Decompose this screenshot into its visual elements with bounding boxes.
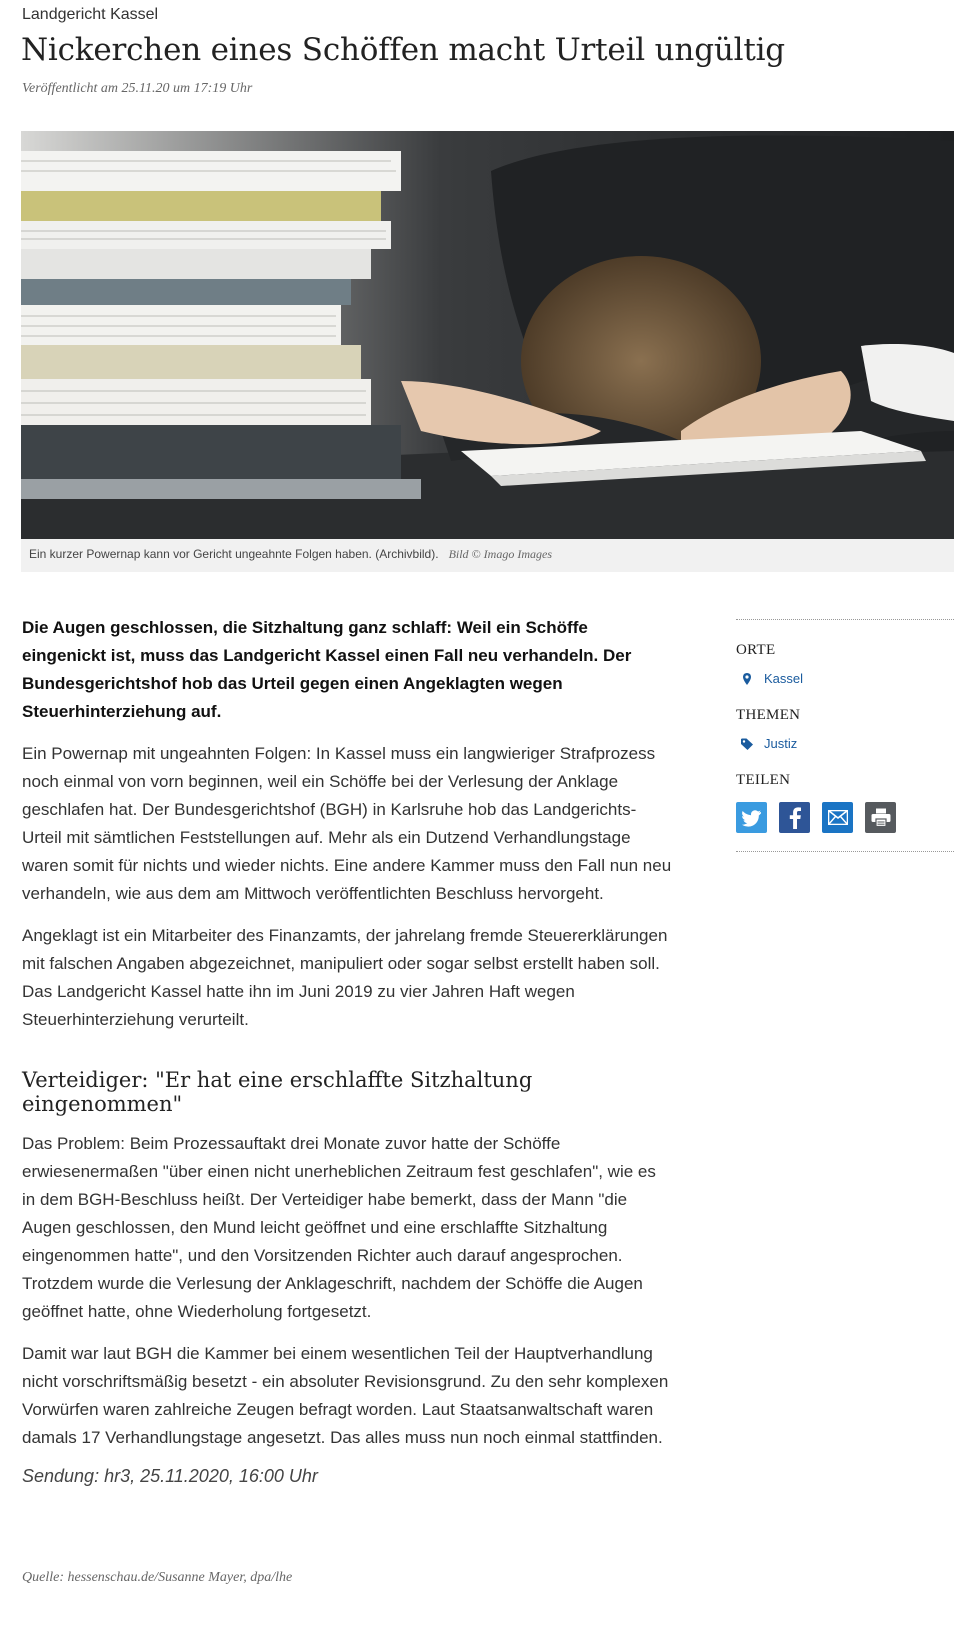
topic-link-justiz[interactable] bbox=[736, 736, 954, 751]
article-paragraph: Damit war laut BGH die Kammer bei einem wesentlichen Teil der Hauptverhandlung nicht vorschriftsmäßig besetzt - ein absoluter Revisionsgrund. Zu den sehr komplexen Vorwürfen waren zahlreiche Zeugen befragt worden. Laut Staatsanwaltschaft waren damals 17 Verhandlungstage angesetzt. Das alles muss nun noch einmal stattfinden. bbox=[22, 1344, 669, 1447]
themen-heading: THEMEN bbox=[736, 707, 801, 723]
source-note: Quelle: hessenschau.de/Susanne Mayer, dpa/lhe bbox=[22, 1570, 293, 1585]
print-button[interactable] bbox=[865, 802, 896, 833]
topic-link-label: Justiz bbox=[764, 736, 798, 751]
caption-text: Ein kurzer Powernap kann vor Gericht ungeahnte Folgen haben. (Archivbild). bbox=[29, 547, 439, 561]
share-twitter-button[interactable] bbox=[736, 802, 767, 833]
share-facebook-button[interactable] bbox=[779, 802, 810, 833]
article-body bbox=[22, 614, 672, 1487]
publish-date: Veröffentlicht am 25.11.20 um 17:19 Uhr bbox=[22, 81, 253, 96]
photo-credit: Bild © Imago Images bbox=[448, 547, 552, 561]
share-buttons bbox=[736, 802, 954, 833]
article-sidebar bbox=[736, 619, 954, 852]
article-subheading: Verteidiger: "Er hat eine erschlaffte Sitzhaltung eingenommen" bbox=[22, 1068, 533, 1116]
orte-heading: ORTE bbox=[736, 642, 776, 658]
facebook-icon bbox=[788, 807, 802, 829]
mail-icon bbox=[828, 810, 848, 825]
twitter-icon bbox=[742, 809, 762, 827]
article-figure bbox=[21, 131, 954, 572]
location-link-kassel[interactable] bbox=[736, 671, 954, 686]
location-pin-icon bbox=[740, 672, 754, 686]
figure-caption bbox=[29, 547, 552, 562]
article-lead: Die Augen geschlossen, die Sitzhaltung ganz schlaff: Weil ein Schöffe eingenickt ist, muss das Landgericht Kassel einen Fall neu verhandeln. Der Bundesgerichtshof hob das Urteil gegen einen Angeklagten wegen Steuerhinterziehung auf. bbox=[22, 618, 632, 721]
article-paragraph: Angeklagt ist ein Mitarbeiter des Finanzamts, der jahrelang fremde Steuererklärungen mit falschen Angaben abgezeichnet, manipuliert oder sogar selbst erstellt haben soll. Das Landgericht Kassel hatte ihn im Juni 2019 zu vier Jahren Haft wegen Steuerhinterziehung verurteilt. bbox=[22, 926, 668, 1029]
teilen-heading: TEILEN bbox=[736, 772, 791, 788]
article-photo bbox=[21, 131, 954, 539]
photo-illustration bbox=[21, 131, 954, 539]
article-title: Nickerchen eines Schöffen macht Urteil ungültig bbox=[21, 32, 785, 68]
tag-icon bbox=[740, 737, 754, 751]
print-icon bbox=[871, 808, 891, 827]
share-mail-button[interactable] bbox=[822, 802, 853, 833]
broadcast-info: Sendung: hr3, 25.11.2020, 16:00 Uhr bbox=[22, 1466, 318, 1486]
kicker: Landgericht Kassel bbox=[22, 6, 159, 23]
article-paragraph: Das Problem: Beim Prozessauftakt drei Monate zuvor hatte der Schöffe erwiesenermaßen "über einen nicht unerheblichen Zeitraum fest geschlafen", wie es in dem BGH-Beschluss heißt. Der Verteidiger habe bemerkt, dass der Mann "die Augen geschlossen, den Mund leicht geöffnet und eine erschlaffte Sitzhaltung eingenommen hatte", und den Vorsitzenden Richter auch darauf angesprochen. Trotzdem wurde die Verlesung der Anklageschrift, nachdem der Schöffe die Augen geöffnet hatte, ohne Wiederholung fortgesetzt. bbox=[22, 1134, 656, 1321]
article-paragraph: Ein Powernap mit ungeahnten Folgen: In Kassel muss ein langwieriger Strafprozess noch einmal von vorn beginnen, weil ein Schöffe bei der Verlesung der Anklage geschlafen hat. Der Bundesgerichtshof (BGH) in Karlsruhe hob das Landgerichts-Urteil mit sämtlichen Feststellungen auf. Mehr als ein Dutzend Verhandlungstage waren somit für nichts und wieder nichts. Eine andere Kammer muss den Fall nun neu verhandeln, wie aus dem am Mittwoch veröffentlichten Beschluss hervorgeht. bbox=[22, 744, 672, 903]
location-link-label: Kassel bbox=[764, 671, 804, 686]
